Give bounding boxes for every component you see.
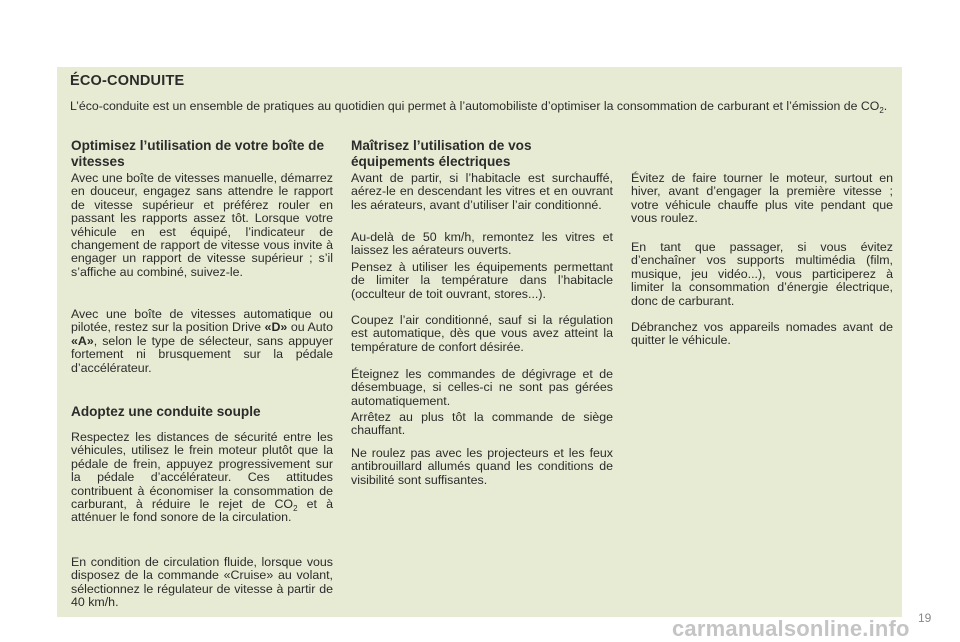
heading-gearbox: Optimisez l’utilisation de votre boîte de vitesses [71, 138, 325, 169]
paragraph-demisting: Éteignez les commandes de dégivrage et de désembuage, si celles-ci ne sont pas gérées automatiquement. [351, 367, 613, 408]
col2-p5-block [351, 368, 613, 408]
paragraph-heated-seat: Arrêtez au plus tôt la commande de siège chauffant. [351, 410, 613, 438]
col2-p2-block [351, 231, 613, 258]
col1-heading2-block [71, 404, 333, 420]
watermark: carmanualsonline.info [672, 616, 910, 641]
paragraph-manual-gearbox: Avec une boîte de vitesses manuelle, démarrez en douceur, engagez sans attendre le rapport de vitesse supérieur et préférez rouler en passant les rapports assez tôt. Lorsque votre véhicule en est équipé, l’indicateur de changement de rapport de vitesse vous invite à engager un rapport de vitesse supérieur ; s’il s’affiche au combiné, suivez-le. [71, 171, 333, 279]
col1-p3-block [71, 431, 333, 525]
heading-smooth-driving: Adoptez une conduite souple [71, 404, 261, 419]
col3-p3-block [631, 321, 893, 348]
col1-p1-block [71, 172, 333, 279]
col1-p4-block [71, 556, 333, 610]
col2-p4-block [351, 314, 613, 354]
col1-p2-block [71, 308, 333, 375]
paragraph-multimedia: En tant que passager, si vous évitez d’enchaîner vos supports multimédia (film, musique, jeu vidéo...), vous participerez à limiter la consommation d’énergie électrique, donc de carburant. [631, 240, 893, 308]
heading-electrical-equipment: Maîtrisez l’utilisation de vos équipements électriques [351, 138, 532, 169]
paragraph-cruise-control: En condition de circulation fluide, lorsque vous disposez de la commande «Cruise» au volant, sélectionnez le régulateur de vitesse à partir de 40 km/h. [71, 555, 333, 610]
col1-heading1-block [71, 138, 333, 170]
intro-paragraph: L’éco-conduite est un ensemble de pratiques au quotidien qui permet à l’automobiliste d’optimiser la consommation de carburant et l’émission de $CO_2$. [70, 99, 888, 115]
paragraph-headlamps: Ne roulez pas avec les projecteurs et les feux antibrouillard allumés quand les conditions de visibilité sont suffisantes. [351, 446, 613, 487]
paragraph-ventilate: Avant de partir, si l’habitacle est surchauffé, aérez-le en descendant les vitres et en ouvrant les aérateurs, avant d’utiliser l’air conditionné. [351, 171, 613, 212]
paragraph-air-conditioning: Coupez l’air conditionné, sauf si la régulation est automatique, dès que vous avez atteint la température de confort désirée. [351, 313, 613, 354]
paragraph-windows: Au-delà de 50 km/h, remontez les vitres et laissez les aérateurs ouverts. [351, 230, 613, 258]
section-title: ÉCO-CONDUITE [70, 73, 185, 89]
page-number: 19 [918, 611, 932, 625]
col3-p2-block [631, 241, 893, 308]
col2-p3-block [351, 261, 613, 301]
col2-p1-block [351, 172, 613, 212]
paragraph-auto-gearbox: Avec une boîte de vitesses automatique ou pilotée, restez sur la position Drive «D» ou Auto «A», selon le type de sélecteur, sans appuyer fortement ni brusquement sur la pédale d’accélérateur. [71, 307, 333, 375]
col2-p7-block [351, 447, 613, 487]
col2-p6-block [351, 411, 613, 438]
paragraph-nomad-devices: Débranchez vos appareils nomades avant de quitter le véhicule. [631, 320, 893, 348]
col2-heading-block [351, 138, 613, 170]
paragraph-sun-blinds: Pensez à utiliser les équipements permettant de limiter la température dans l’habitacle (occulteur de toit ouvrant, stores...). [351, 260, 613, 301]
paragraph-safety-distance: Respectez les distances de sécurité entre les véhicules, utilisez le frein moteur plutôt que la pédale de frein, appuyez progressivement sur la pédale d’accélérateur. Ces attitudes contribuent à économiser la consommation de carburant, à réduire le rejet de $CO_2$ et à atténuer le fond sonore de la circulation. [71, 430, 333, 525]
paragraph-engine-idle: Évitez de faire tourner le moteur, surtout en hiver, avant d’engager la première vitesse ; votre véhicule chauffe plus vite pendant que vous roulez. [631, 171, 893, 226]
col3-p1-block [631, 172, 893, 226]
